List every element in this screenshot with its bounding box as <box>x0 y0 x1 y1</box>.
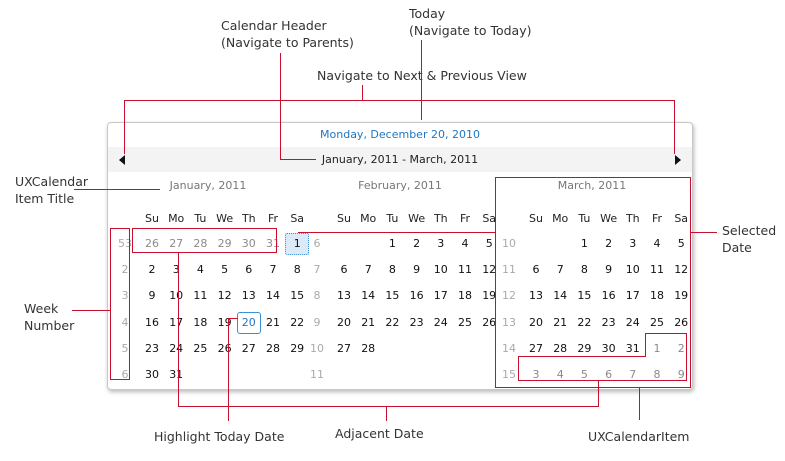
calendar-day[interactable]: 22 <box>577 315 592 329</box>
day-of-week-header: We <box>408 212 426 225</box>
annotation-selected-date-line2: Date <box>722 240 752 255</box>
calendar-day[interactable]: 10 <box>433 263 448 277</box>
day-of-week-header: Tu <box>194 212 207 225</box>
calendar-day[interactable]: 12 <box>482 263 497 277</box>
calendar-day[interactable]: 16 <box>409 289 424 303</box>
calendar-day[interactable]: 29 <box>290 341 305 355</box>
calendar-day[interactable]: 9 <box>413 263 421 277</box>
calendar-day[interactable]: 26 <box>217 341 232 355</box>
calendar-day[interactable]: 9 <box>148 289 156 303</box>
calendar-day[interactable]: 27 <box>241 341 256 355</box>
calendar-day[interactable]: 11 <box>650 263 664 277</box>
calendar-day[interactable]: 24 <box>169 341 184 355</box>
calendar-day[interactable]: 31 <box>625 341 640 355</box>
calendar-day[interactable]: 18 <box>650 289 664 303</box>
calendar-day[interactable]: 27 <box>337 341 351 355</box>
week-number: 2 <box>121 263 129 277</box>
calendar-day[interactable]: 14 <box>266 289 280 303</box>
calendar-day[interactable]: 18 <box>193 315 208 329</box>
week-number: 11 <box>310 368 324 381</box>
calendar-day[interactable]: 11 <box>193 289 208 303</box>
calendar-day[interactable]: 28 <box>266 341 280 355</box>
annotation-item-title-line1: UXCalendar <box>15 174 89 189</box>
calendar-day[interactable]: 8 <box>388 263 396 277</box>
calendar-day[interactable]: 3 <box>172 263 180 277</box>
calendar-day[interactable]: 31 <box>169 368 184 381</box>
calendar-day[interactable]: 14 <box>361 289 376 303</box>
today-day[interactable]: 20 <box>237 312 261 334</box>
calendar-day[interactable]: 7 <box>556 263 564 277</box>
calendar-day[interactable]: 22 <box>290 315 305 329</box>
calendar-day[interactable]: 21 <box>553 315 568 329</box>
day-of-week-header: Tu <box>386 212 399 225</box>
calendar-day[interactable]: 3 <box>629 237 637 250</box>
adjacent-day[interactable]: 30 <box>241 237 256 250</box>
annotation-week-number-line2: Number <box>24 318 75 333</box>
selected-day[interactable]: 1 <box>285 233 309 255</box>
calendar-day[interactable]: 1 <box>580 237 588 250</box>
calendar-day[interactable]: 13 <box>529 289 543 303</box>
week-number: 15 <box>502 368 516 381</box>
calendar-day[interactable]: 30 <box>601 341 616 355</box>
annotation-calendar-header-line2: (Navigate to Parents) <box>221 35 354 50</box>
calendar-day[interactable]: 2 <box>148 263 156 277</box>
calendar-day[interactable]: 23 <box>409 315 424 329</box>
calendar-day[interactable]: 16 <box>601 289 616 303</box>
week-number: 9 <box>313 315 321 329</box>
adjacent-day[interactable]: 3 <box>532 368 540 381</box>
week-number: 53 <box>118 237 132 250</box>
calendar-day[interactable]: 29 <box>577 341 592 355</box>
calendar-control <box>107 122 693 390</box>
day-of-week-header: Su <box>529 212 543 225</box>
adjacent-day[interactable]: 8 <box>653 368 661 381</box>
adjacent-day[interactable]: 31 <box>266 237 280 250</box>
day-of-week-header: Sa <box>482 212 497 225</box>
calendar-day[interactable]: 15 <box>290 289 305 303</box>
adjacent-day[interactable]: 9 <box>677 368 685 381</box>
calendar-day[interactable]: 2 <box>413 237 421 250</box>
week-number: 3 <box>121 289 129 303</box>
adjacent-day[interactable]: 28 <box>193 237 208 250</box>
day-of-week-header: Th <box>625 212 640 225</box>
annotation-adjacent-date: Adjacent Date <box>335 426 424 441</box>
calendar-day[interactable]: 19 <box>482 289 497 303</box>
calendar-day[interactable]: 4 <box>653 237 661 250</box>
calendar-day[interactable]: 25 <box>650 315 664 329</box>
next-view-icon[interactable] <box>675 155 681 165</box>
calendar-day[interactable]: 27 <box>529 341 543 355</box>
day-of-week-header: Su <box>145 212 159 225</box>
adjacent-day[interactable]: 29 <box>217 237 232 250</box>
adjacent-day[interactable]: 5 <box>580 368 588 381</box>
calendar-day[interactable]: 12 <box>217 289 232 303</box>
calendar-day[interactable]: 25 <box>458 315 472 329</box>
week-number: 6 <box>313 237 321 250</box>
week-number: 10 <box>502 237 516 250</box>
day-of-week-header: Su <box>337 212 351 225</box>
adjacent-day[interactable]: 26 <box>145 237 159 250</box>
today-link[interactable]: Monday, December 20, 2010 <box>320 128 480 141</box>
calendar-item-title[interactable]: March, 2011 <box>557 179 627 192</box>
week-number: 13 <box>502 315 516 329</box>
calendar-day[interactable]: 1 <box>388 237 396 250</box>
calendar-day[interactable]: 13 <box>337 289 351 303</box>
calendar-item-january <box>113 179 303 389</box>
calendar-day[interactable]: 7 <box>269 263 277 277</box>
calendar-day[interactable]: 11 <box>458 263 472 277</box>
calendar-day[interactable]: 5 <box>677 237 685 250</box>
week-number: 5 <box>121 341 129 355</box>
week-number: 12 <box>502 289 516 303</box>
calendar-day[interactable]: 19 <box>674 289 689 303</box>
calendar-day[interactable]: 23 <box>145 341 159 355</box>
annotation-week-number <box>24 300 74 334</box>
calendar-day[interactable]: 7 <box>364 263 372 277</box>
week-number: 6 <box>121 368 129 381</box>
adjacent-day[interactable]: 2 <box>677 341 685 355</box>
calendar-day[interactable]: 17 <box>169 315 184 329</box>
calendar-day[interactable]: 15 <box>577 289 592 303</box>
calendar-day[interactable]: 8 <box>293 263 301 277</box>
calendar-day[interactable]: 6 <box>245 263 253 277</box>
day-of-week-header: We <box>216 212 234 225</box>
day-of-week-header: We <box>600 212 618 225</box>
calendar-day[interactable]: 16 <box>145 315 159 329</box>
calendar-day[interactable]: 2 <box>605 237 613 250</box>
calendar-day[interactable]: 13 <box>241 289 256 303</box>
annotation-calendar-header <box>221 17 354 51</box>
calendar-day[interactable]: 8 <box>580 263 588 277</box>
annotation-calendar-item: UXCalendarItem <box>588 429 690 444</box>
calendar-day[interactable]: 10 <box>169 289 184 303</box>
day-of-week-header: Fr <box>267 212 279 225</box>
annotation-today-line2: (Navigate to Today) <box>409 23 532 38</box>
calendar-day[interactable]: 5 <box>485 237 493 250</box>
week-number: 7 <box>313 263 321 277</box>
day-of-week-header: Fr <box>459 212 471 225</box>
calendar-day[interactable]: 20 <box>337 315 351 329</box>
adjacent-day[interactable]: 7 <box>629 368 637 381</box>
week-number: 11 <box>502 263 516 277</box>
day-of-week-header: Tu <box>578 212 591 225</box>
calendar-day[interactable]: 4 <box>196 263 204 277</box>
day-of-week-header: Mo <box>168 212 185 225</box>
annotation-navigate: Navigate to Next & Previous View <box>317 68 527 83</box>
calendar-item-title[interactable]: January, 2011 <box>169 179 247 192</box>
calendar-day[interactable]: 19 <box>217 315 232 329</box>
calendar-day[interactable]: 21 <box>361 315 376 329</box>
annotation-calendar-header-line1: Calendar Header <box>221 18 327 33</box>
calendar-day[interactable]: 17 <box>433 289 448 303</box>
annotation-highlight-today: Highlight Today Date <box>154 429 285 444</box>
calendar-day[interactable]: 24 <box>625 315 640 329</box>
day-of-week-header: Sa <box>674 212 689 225</box>
calendar-day[interactable]: 6 <box>340 263 348 277</box>
day-of-week-header: Th <box>433 212 448 225</box>
calendar-day[interactable]: 18 <box>458 289 472 303</box>
day-of-week-header: Mo <box>552 212 569 225</box>
calendar-day[interactable]: 30 <box>145 368 159 381</box>
annotation-item-title <box>15 173 88 207</box>
day-of-week-header: Mo <box>360 212 377 225</box>
calendar-day[interactable]: 22 <box>385 315 400 329</box>
day-of-week-header: Fr <box>651 212 663 225</box>
calendar-day[interactable]: 4 <box>461 237 469 250</box>
calendar-day[interactable]: 14 <box>553 289 568 303</box>
week-number: 4 <box>121 315 129 329</box>
calendar-day[interactable]: 26 <box>482 315 497 329</box>
adjacent-day[interactable]: 27 <box>169 237 184 250</box>
day-of-week-header: Sa <box>290 212 305 225</box>
week-number: 8 <box>313 289 321 303</box>
calendar-day[interactable]: 17 <box>625 289 640 303</box>
annotation-today <box>409 5 531 39</box>
calendar-day[interactable]: 9 <box>605 263 613 277</box>
calendar-day[interactable]: 21 <box>266 315 280 329</box>
annotation-selected-date <box>722 222 776 256</box>
annotation-selected-date-line1: Selected <box>722 223 777 238</box>
calendar-day[interactable]: 15 <box>385 289 400 303</box>
calendar-day[interactable]: 25 <box>193 341 208 355</box>
annotation-item-title-line2: Item Title <box>15 191 75 206</box>
adjacent-day[interactable]: 1 <box>653 341 661 355</box>
calendar-item-title[interactable]: February, 2011 <box>358 179 442 192</box>
annotation-week-number-line1: Week <box>24 301 59 316</box>
calendar-day[interactable]: 20 <box>529 315 543 329</box>
week-number: 14 <box>502 341 516 355</box>
calendar-nav-bar <box>108 147 692 172</box>
calendar-day[interactable]: 6 <box>532 263 540 277</box>
calendar-day[interactable]: 23 <box>601 315 616 329</box>
calendar-day[interactable]: 26 <box>674 315 689 329</box>
calendar-item-march <box>497 179 687 389</box>
calendar-day[interactable]: 12 <box>674 263 689 277</box>
adjacent-day[interactable]: 6 <box>605 368 613 381</box>
calendar-item-february <box>305 179 495 389</box>
week-number: 10 <box>310 341 324 355</box>
day-of-week-header: Th <box>241 212 256 225</box>
adjacent-day[interactable]: 4 <box>556 368 564 381</box>
calendar-day[interactable]: 5 <box>221 263 229 277</box>
calendar-header-button[interactable]: January, 2011 - March, 2011 <box>321 153 479 166</box>
calendar-day[interactable]: 28 <box>361 341 376 355</box>
calendar-day[interactable]: 10 <box>625 263 640 277</box>
annotation-today-line1: Today <box>409 6 446 21</box>
calendar-day[interactable]: 24 <box>433 315 448 329</box>
calendar-day[interactable]: 28 <box>553 341 568 355</box>
calendar-day[interactable]: 3 <box>437 237 445 250</box>
